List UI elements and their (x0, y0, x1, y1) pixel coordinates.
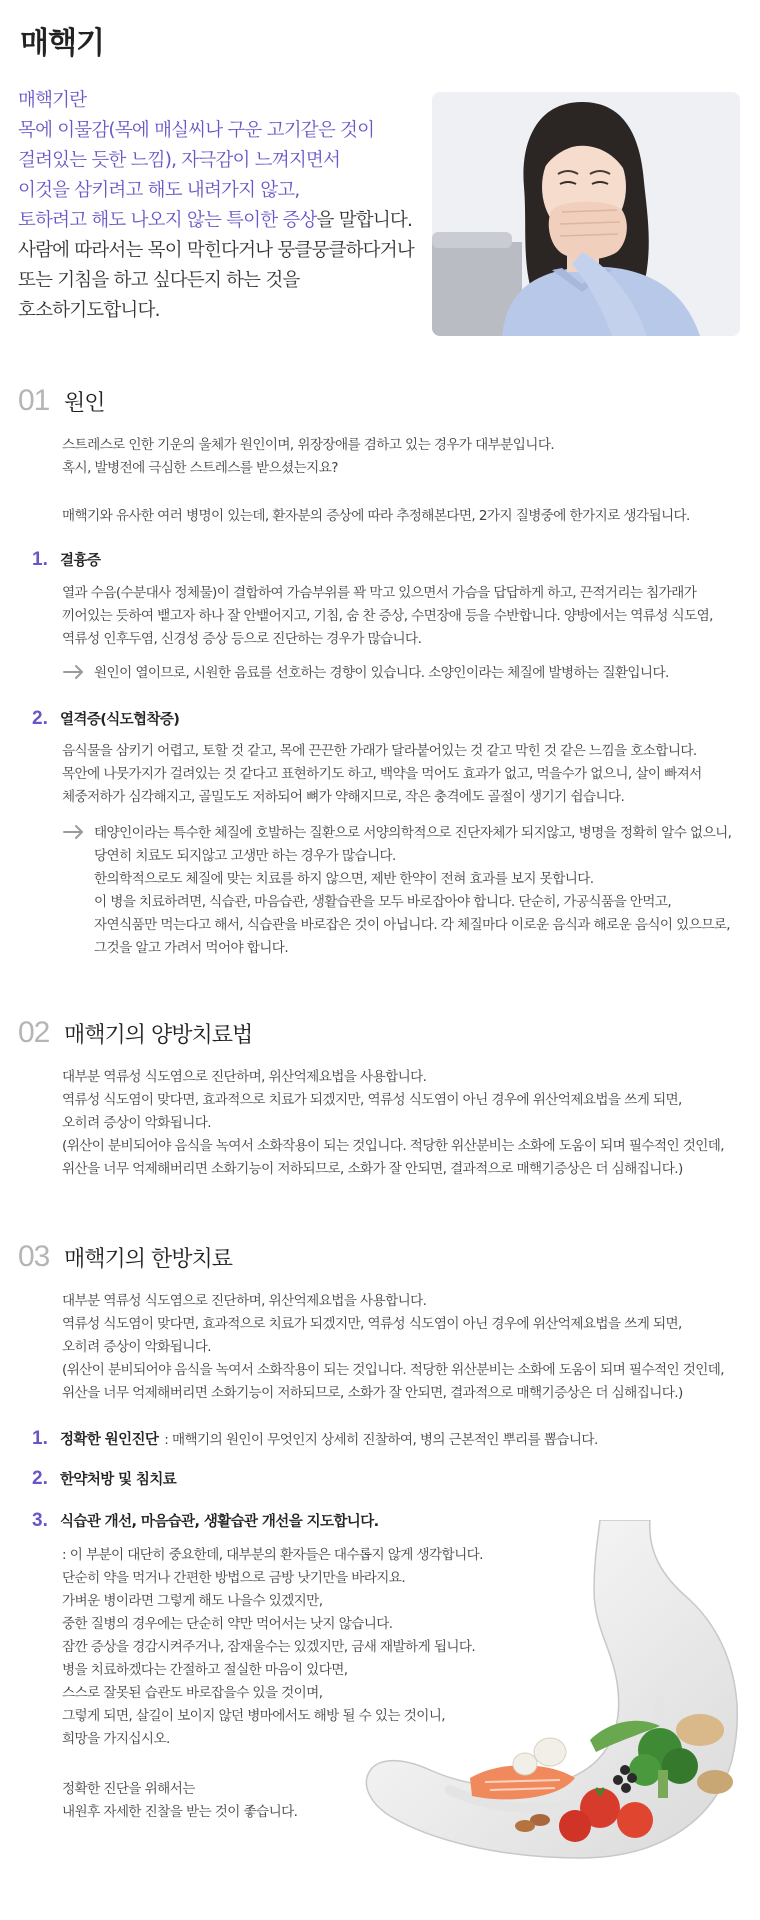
western-treatment-paragraph (62, 1066, 742, 1181)
intro-suffix: 을 말합니다. (316, 210, 413, 231)
text-line: 오히려 증상이 악화됩니다. (62, 1339, 212, 1355)
text-line: 대부분 역류성 식도염으로 진단하며, 위산억제요법을 사용합니다. (62, 1069, 427, 1085)
cause-paragraph-2 (62, 505, 742, 528)
text-line: 내원후 자세한 진찰을 받는 것이 좋습니다. (62, 1804, 298, 1820)
item-title: 한약처방 및 침치료 (60, 1472, 177, 1488)
text-line: 정확한 진단을 위해서는 (62, 1781, 195, 1797)
section-header-oriental-treatment (18, 1240, 232, 1274)
item-title: 정확한 원인진단 (60, 1432, 159, 1448)
text-line: 단순히 약을 먹거나 간편한 방법으로 금방 낫기만을 바라지요. (62, 1570, 406, 1586)
text-line: 끼어있는 듯하여 뱉고자 하나 잘 안뱉어지고, 기침, 숨 찬 증상, 수면장애 등을 수반합니다. 양방에서는 역류성 식도염, (62, 608, 713, 624)
treatment-item-3-desc (62, 1544, 502, 1751)
text-line: 혹시, 발병전에 극심한 스트레스를 받으셨는지요? (62, 460, 338, 476)
text-line: 병을 치료하겠다는 간절하고 절실한 마음이 있다면, (62, 1662, 348, 1678)
text-line: 체중저하가 심각해지고, 골밀도도 저하되어 뼈가 약해지므로, 작은 충격에도 골절이 생기기 쉽습니다. (62, 789, 625, 805)
section-number: 01 (18, 384, 50, 417)
text-line: 잠깐 증상을 경감시켜주거나, 잠재울수는 있겠지만, 금새 재발하게 됩니다. (62, 1639, 476, 1655)
cause-item-2-desc (62, 740, 742, 809)
woman-illustration (432, 92, 740, 336)
item-number: 1. (32, 1428, 48, 1449)
item-number: 1. (32, 549, 48, 570)
item-description: : 매핵기의 원인이 무엇인지 상세히 진찰하여, 병의 근본적인 뿌리를 뽑습니다. (164, 1432, 598, 1448)
text-line: 오히려 증상이 악화됩니다. (62, 1115, 212, 1131)
text-line: 이 병을 치료하려면, 식습관, 마음습관, 생활습관을 모두 바로잡아야 합니다. 단순히, 가공식품을 안먹고, (94, 894, 672, 910)
woman-nausea-photo (432, 92, 740, 336)
item-title: 결흉증 (60, 553, 101, 569)
text-line: 그렇게 되면, 살길이 보이지 않던 병마에서도 해방 될 수 있는 것이니, (62, 1708, 446, 1724)
intro-text (18, 86, 428, 326)
section-header-cause (18, 384, 105, 418)
item-title: 식습관 개선, 마음습관, 생활습관 개선을 지도합니다. (60, 1514, 379, 1530)
text-line: 열과 수음(수분대사 정체물)이 결합하여 가슴부위를 꽉 막고 있으면서 가슴을 답답하게 하고, 끈적거리는 침가래가 (62, 585, 697, 601)
text-line: 자연식품만 먹는다고 해서, 식습관을 바로잡은 것이 아닙니다. 각 체질마다 이로운 음식과 해로운 음식이 있으므로, (94, 917, 730, 933)
item-number: 2. (32, 708, 48, 729)
text-line: 역류성 인후두염, 신경성 증상 등으로 진단하는 경우가 많습니다. (62, 631, 422, 647)
section-number: 02 (18, 1016, 50, 1049)
text-line: (위산이 분비되어야 음식을 녹여서 소화작용이 되는 것입니다. 적당한 위산분비는 소화에 도움이 되며 필수적인 것인데, (62, 1138, 725, 1154)
text-line: 한의학적으로도 체질에 맞는 치료를 하지 않으면, 제반 한약이 전혀 효과를 보지 못합니다. (94, 871, 594, 887)
text-line: 가벼운 병이라면 그렇게 해도 나을수 있겠지만, (62, 1593, 323, 1609)
text-line: 당연히 치료도 되지않고 고생만 하는 경우가 많습니다. (94, 848, 396, 864)
cause-item-2-header (32, 708, 179, 730)
intro-line: 사람에 따라서는 목이 막힌다거나 뭉클뭉클하다거나 (18, 240, 414, 261)
section-number: 03 (18, 1240, 50, 1273)
treatment-item-2 (32, 1468, 176, 1490)
intro-line (18, 206, 428, 236)
text-line: 대부분 역류성 식도염으로 진단하며, 위산억제요법을 사용합니다. (62, 1293, 427, 1309)
item-number: 2. (32, 1468, 48, 1489)
treatment-item-1 (32, 1428, 598, 1450)
treatment-item-3 (32, 1510, 379, 1532)
text-line: 스트레스로 인한 기운의 울체가 원인이며, 위장장애를 겸하고 있는 경우가 대부분입니다. (62, 437, 555, 453)
text-line: 목안에 나뭇가지가 걸려있는 것 같다고 표현하기도 하고, 백약을 먹어도 효과가 없고, 먹을수가 없으니, 살이 빠져서 (62, 766, 702, 782)
intro-line: 걸려있는 듯한 느낌), 자극감이 느껴지면서 (18, 150, 341, 171)
intro-line: 호소하기도합니다. (18, 300, 160, 321)
section-header-western-treatment (18, 1016, 252, 1050)
cause-paragraph (62, 434, 742, 480)
text-line: 위산을 너무 억제해버리면 소화기능이 저하되므로, 소화가 잘 안되면, 결과적으로 매핵기증상은 더 심해집니다.) (62, 1161, 683, 1177)
arrow-right-icon (62, 664, 86, 680)
text-line: : 이 부분이 대단히 중요한데, 대부분의 환자들은 대수롭지 않게 생각합니다. (62, 1547, 483, 1563)
cause-item-1-header (32, 549, 100, 571)
cause-item-1-desc (62, 582, 742, 651)
text-line: 중한 질병의 경우에는 단순히 약만 먹어서는 낫지 않습니다. (62, 1616, 393, 1632)
section-title: 매핵기의 한방치료 (64, 1247, 233, 1272)
closing-note (62, 1778, 502, 1824)
intro-line: 이것을 삼키려고 해도 내려가지 않고, (18, 180, 300, 201)
intro-line: 매핵기란 (18, 90, 87, 111)
text-line: (위산이 분비되어야 음식을 녹여서 소화작용이 되는 것입니다. 적당한 위산분비는 소화에 도움이 되며 필수적인 것인데, (62, 1362, 725, 1378)
section-title: 원인 (64, 391, 105, 416)
text-line: 스스로 잘못된 습관도 바로잡을수 있을 것이며, (62, 1685, 323, 1701)
intro-line: 목에 이물감(목에 매실씨나 구운 고기같은 것이 (18, 120, 375, 141)
intro-line: 또는 기침을 하고 싶다든지 하는 것을 (18, 270, 300, 291)
text-line: 태양인이라는 특수한 체질에 호발하는 질환으로 서양의학적으로 진단자체가 되지않고, 병명을 정확히 알수 없으니, (94, 825, 732, 841)
page-title: 매핵기 (20, 26, 104, 61)
text-line: 역류성 식도염이 맞다면, 효과적으로 치료가 되겠지만, 역류성 식도염이 아닌 경우에 위산억제요법을 쓰게 되면, (62, 1092, 682, 1108)
intro-highlight: 토하려고 해도 나오지 않는 특이한 증상 (18, 210, 317, 231)
text-line: 매핵기와 유사한 여러 병명이 있는데, 환자분의 증상에 따라 추정해본다면, 2가지 질병중에 한가지로 생각됩니다. (62, 508, 690, 524)
section-title: 매핵기의 양방치료법 (64, 1023, 253, 1048)
text-line: 그것을 알고 가려서 먹어야 합니다. (94, 940, 289, 956)
text-line: 희망을 가지십시오. (62, 1731, 170, 1747)
text-line: 위산을 너무 억제해버리면 소화기능이 저하되므로, 소화가 잘 안되면, 결과적으로 매핵기증상은 더 심해집니다.) (62, 1385, 683, 1401)
oriental-treatment-paragraph (62, 1290, 742, 1405)
item-title: 열격증(식도협착증) (60, 712, 180, 728)
text-line: 원인이 열이므로, 시원한 음료를 선호하는 경향이 있습니다. 소양인이라는 체질에 발병하는 질환입니다. (94, 665, 669, 681)
text-line: 음식물을 삼키기 어렵고, 토할 것 같고, 목에 끈끈한 가래가 달라붙어있는 것 같고 막힌 것 같은 느낌을 호소합니다. (62, 743, 697, 759)
item-number: 3. (32, 1510, 48, 1531)
arrow-right-icon (62, 824, 86, 840)
text-line: 역류성 식도염이 맞다면, 효과적으로 치료가 되겠지만, 역류성 식도염이 아닌 경우에 위산억제요법을 쓰게 되면, (62, 1316, 682, 1332)
